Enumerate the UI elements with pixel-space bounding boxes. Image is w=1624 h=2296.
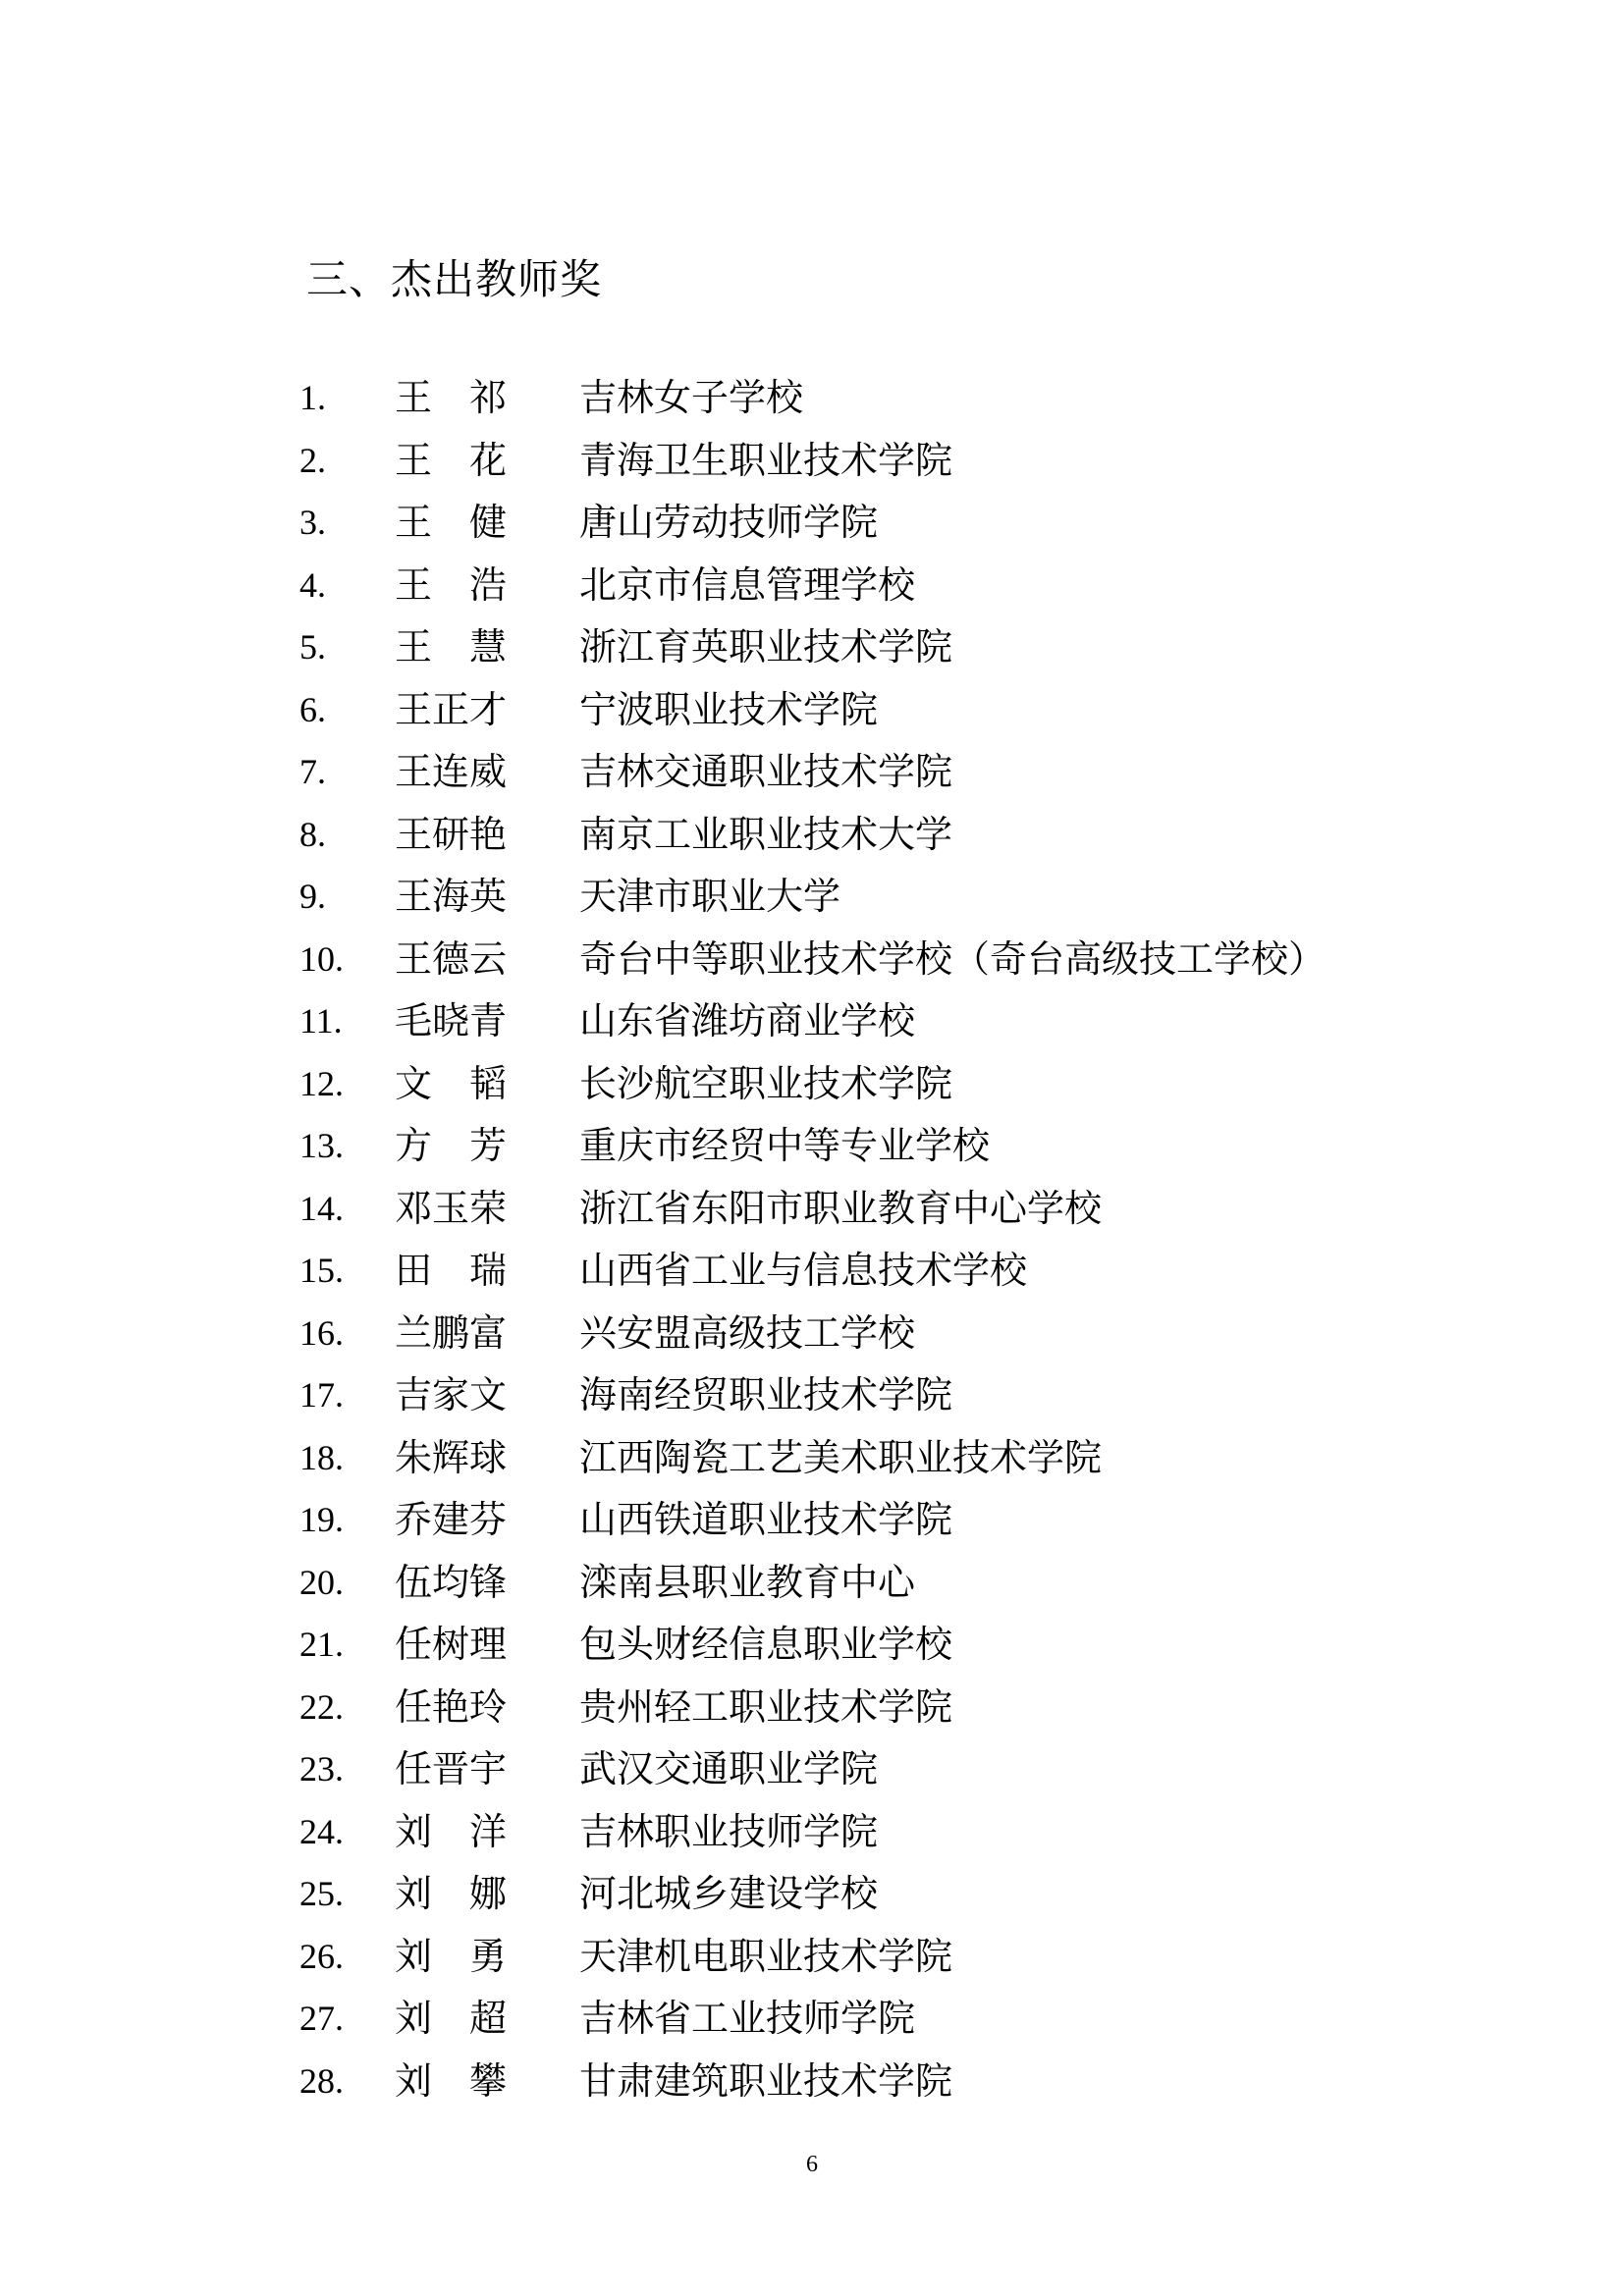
item-number: 14. [299, 1188, 344, 1228]
school-name: 海南经贸职业技术学院 [579, 1373, 953, 1416]
list-item [0, 1363, 1624, 1426]
item-number: 19. [299, 1500, 344, 1539]
teacher-name: 朱辉球 [395, 1435, 508, 1479]
school-name: 吉林女子学校 [579, 376, 804, 419]
list-item [0, 491, 1624, 554]
teacher-name: 兰鹏富 [395, 1310, 508, 1355]
item-number: 25. [299, 1874, 344, 1913]
school-name: 河北城乡建设学校 [579, 1872, 879, 1915]
teacher-name: 王研艳 [395, 812, 508, 856]
school-name: 北京市信息管理学校 [579, 562, 916, 607]
teacher-name: 刘超 [395, 1997, 545, 2040]
school-name: 甘肃建筑职业技术学院 [579, 2058, 953, 2103]
item-number: 13. [299, 1126, 344, 1165]
teacher-name: 伍均锋 [395, 1560, 508, 1604]
list-item [0, 1177, 1624, 1240]
item-number: 6. [299, 689, 326, 729]
list-item [0, 1239, 1624, 1302]
teacher-name: 刘勇 [395, 1934, 545, 1978]
item-number: 17. [299, 1375, 344, 1415]
list-item [0, 2050, 1624, 2112]
list-item [0, 366, 1624, 429]
item-number: 20. [299, 1562, 344, 1602]
school-name: 浙江省东阳市职业教育中心学校 [579, 1186, 1103, 1230]
item-number: 7. [299, 752, 326, 791]
school-name: 长沙航空职业技术学院 [579, 1061, 953, 1105]
list-item [0, 1676, 1624, 1738]
teacher-name: 任树理 [395, 1623, 508, 1666]
item-number: 5. [299, 627, 326, 667]
list-item [0, 1052, 1624, 1115]
teacher-name: 王连威 [395, 750, 508, 793]
item-number: 23. [299, 1749, 344, 1789]
school-name: 山东省潍坊商业学校 [579, 999, 916, 1042]
teacher-name: 王德云 [395, 936, 508, 981]
list-item [0, 554, 1624, 616]
teacher-name: 王慧 [395, 625, 545, 668]
teacher-name: 文韬 [395, 1061, 545, 1105]
teacher-name: 刘洋 [395, 1809, 545, 1853]
teacher-name: 田瑞 [395, 1249, 545, 1292]
item-number: 15. [299, 1251, 344, 1290]
school-name: 滦南县职业教育中心 [579, 1560, 916, 1604]
school-name: 重庆市经贸中等专业学校 [579, 1124, 991, 1167]
item-number: 28. [299, 2060, 344, 2101]
item-number: 10. [299, 938, 344, 979]
school-name: 唐山劳动技师学院 [579, 501, 879, 544]
list-item [0, 1426, 1624, 1489]
teacher-name: 方芳 [395, 1124, 545, 1167]
list-item [0, 678, 1624, 741]
teacher-name: 刘娜 [395, 1872, 545, 1915]
teacher-name: 任晋宇 [395, 1747, 508, 1790]
list-item [0, 928, 1624, 990]
item-number: 16. [299, 1312, 344, 1353]
list-item [0, 989, 1624, 1052]
school-name: 山西省工业与信息技术学校 [579, 1249, 1028, 1292]
school-name: 奇台中等职业技术学校（奇台高级技工学校） [579, 936, 1326, 981]
school-name: 兴安盟高级技工学校 [579, 1310, 916, 1355]
section-title: 三、杰出教师奖 [306, 255, 603, 303]
teacher-name: 吉家文 [395, 1373, 508, 1416]
item-number: 3. [299, 503, 326, 542]
list-item [0, 1925, 1624, 1988]
list-item [0, 1800, 1624, 1863]
list-item [0, 615, 1624, 678]
teacher-name: 王正才 [395, 687, 508, 731]
teacher-name: 乔建芬 [395, 1498, 508, 1541]
teacher-name: 王祁 [395, 376, 545, 419]
item-number: 4. [299, 564, 326, 605]
school-name: 吉林交通职业技术学院 [579, 750, 953, 793]
item-number: 12. [299, 1063, 344, 1103]
list-item [0, 1613, 1624, 1676]
school-name: 南京工业职业技术大学 [579, 812, 953, 856]
item-number: 27. [299, 1999, 344, 2038]
item-number: 24. [299, 1811, 344, 1851]
teacher-name: 毛晓青 [395, 999, 508, 1042]
school-name: 山西铁道职业技术学院 [579, 1498, 953, 1541]
item-number: 9. [299, 877, 326, 916]
teacher-name: 王健 [395, 501, 545, 544]
school-name: 浙江育英职业技术学院 [579, 625, 953, 668]
list-item [0, 803, 1624, 866]
school-name: 吉林省工业技师学院 [579, 1997, 916, 2040]
school-name: 天津市职业大学 [579, 875, 841, 918]
item-number: 22. [299, 1686, 344, 1727]
item-number: 2. [299, 440, 326, 480]
teacher-name: 邓玉荣 [395, 1186, 508, 1230]
list-item [0, 1114, 1624, 1177]
teacher-name: 王浩 [395, 562, 545, 607]
list-item [0, 1302, 1624, 1364]
school-name: 吉林职业技师学院 [579, 1809, 879, 1853]
list-item [0, 1987, 1624, 2050]
teacher-name: 刘攀 [395, 2058, 545, 2103]
item-number: 11. [299, 1001, 343, 1041]
school-name: 天津机电职业技术学院 [579, 1934, 953, 1978]
list-item [0, 1737, 1624, 1800]
item-number: 21. [299, 1625, 344, 1664]
school-name: 江西陶瓷工艺美术职业技术学院 [579, 1435, 1103, 1479]
teacher-name: 王花 [395, 438, 545, 482]
list-item [0, 740, 1624, 803]
teacher-name: 王海英 [395, 875, 508, 918]
list-item [0, 865, 1624, 928]
list-item [0, 1551, 1624, 1614]
item-number: 8. [299, 814, 326, 854]
item-number: 26. [299, 1936, 344, 1976]
school-name: 贵州轻工职业技术学院 [579, 1684, 953, 1729]
school-name: 青海卫生职业技术学院 [579, 438, 953, 482]
list-item [0, 1862, 1624, 1925]
page-number: 6 [806, 2152, 818, 2177]
item-number: 18. [299, 1437, 344, 1477]
list-item [0, 1488, 1624, 1551]
item-number: 1. [299, 378, 326, 417]
school-name: 宁波职业技术学院 [579, 687, 879, 731]
teacher-name: 任艳玲 [395, 1684, 508, 1729]
school-name: 包头财经信息职业学校 [579, 1623, 953, 1666]
school-name: 武汉交通职业学院 [579, 1747, 879, 1790]
list-item [0, 429, 1624, 492]
